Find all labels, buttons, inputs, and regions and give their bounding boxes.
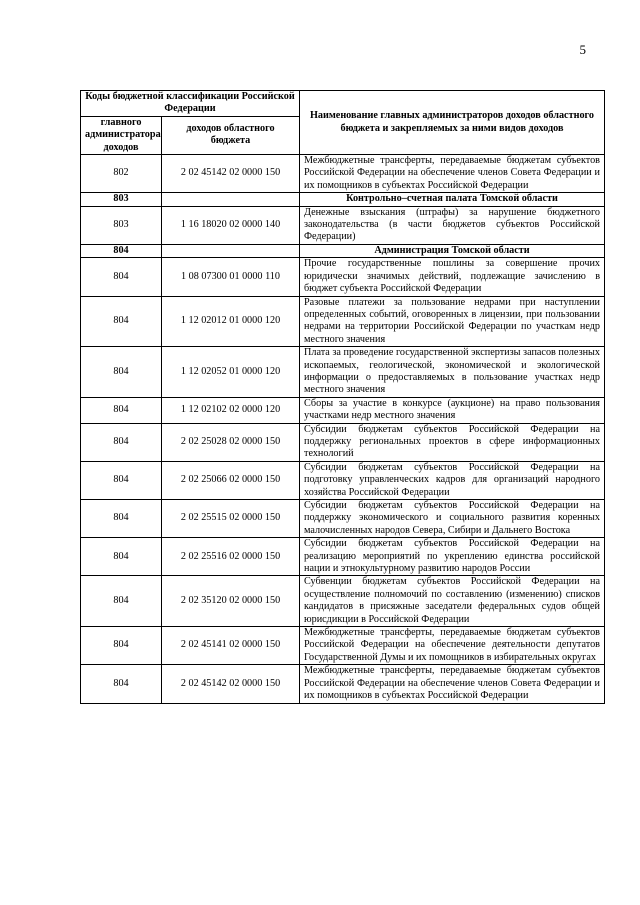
admin-code-cell: 804 <box>81 347 162 398</box>
admin-code-cell: 804 <box>81 423 162 461</box>
admin-code-cell: 804 <box>81 665 162 703</box>
income-code-cell: 2 02 25516 02 0000 150 <box>162 538 300 576</box>
income-code-cell: 1 16 18020 02 0000 140 <box>162 206 300 244</box>
header-main-administrator: главного администратора доходов <box>81 116 162 154</box>
table-row <box>81 538 605 576</box>
income-description-cell: Субсидии бюджетам субъектов Российской Федерации на реализацию мероприятий по укреплению единства российской нации и этнокультурному развитию народов России <box>300 538 605 576</box>
table-row <box>81 461 605 499</box>
income-code-cell: 2 02 25515 02 0000 150 <box>162 500 300 538</box>
admin-code-cell: 804 <box>81 538 162 576</box>
income-code-cell: 1 12 02052 01 0000 120 <box>162 347 300 398</box>
section-income-code <box>162 193 300 206</box>
income-code-cell: 1 08 07300 01 0000 110 <box>162 258 300 296</box>
income-description-cell: Плата за проведение государственной экспертизы запасов полезных ископаемых, геологической, экономической и экологической информации о предоставляемых в пользование участках недр местного значения <box>300 347 605 398</box>
table-row <box>81 206 605 244</box>
income-code-cell: 2 02 45142 02 0000 150 <box>162 155 300 193</box>
admin-code-cell: 804 <box>81 500 162 538</box>
header-budget-codes: Коды бюджетной классификации Российской Федерации <box>81 91 300 117</box>
header-administrator-name: Наименование главных администраторов доходов областного бюджета и закрепляемых за ними видов доходов <box>300 91 605 155</box>
admin-code-cell: 804 <box>81 576 162 627</box>
table-row <box>81 627 605 665</box>
table-row <box>81 397 605 423</box>
header-income-code: доходов областного бюджета <box>162 116 300 154</box>
admin-code-cell: 804 <box>81 461 162 499</box>
section-admin-code: 804 <box>81 244 162 257</box>
admin-code-cell: 804 <box>81 397 162 423</box>
income-code-cell: 1 12 02102 02 0000 120 <box>162 397 300 423</box>
section-admin-code: 803 <box>81 193 162 206</box>
section-row <box>81 193 605 206</box>
income-description-cell: Субсидии бюджетам субъектов Российской Федерации на поддержку экономического и социального развития коренных малочисленных народов Севера, Сибири и Дальнего Востока <box>300 500 605 538</box>
table-row <box>81 665 605 703</box>
table-row <box>81 500 605 538</box>
table-body <box>81 155 605 703</box>
section-income-code <box>162 244 300 257</box>
income-description-cell: Денежные взыскания (штрафы) за нарушение бюджетного законодательства (в части бюджетов субъектов Российской Федерации) <box>300 206 605 244</box>
table-row <box>81 258 605 296</box>
table-row <box>81 576 605 627</box>
income-description-cell: Субсидии бюджетам субъектов Российской Федерации на поддержку региональных проектов в сфере информационных технологий <box>300 423 605 461</box>
income-code-cell: 2 02 45142 02 0000 150 <box>162 665 300 703</box>
income-description-cell: Межбюджетные трансферты, передаваемые бюджетам субъектов Российской Федерации на обеспечение членов Совета Федерации и их помощников в субъектах Российской Федерации <box>300 665 605 703</box>
income-code-cell: 1 12 02012 01 0000 120 <box>162 296 300 347</box>
income-description-cell: Межбюджетные трансферты, передаваемые бюджетам субъектов Российской Федерации на обеспечение членов Совета Федерации и их помощников в субъектах Российской Федерации <box>300 155 605 193</box>
admin-code-cell: 804 <box>81 296 162 347</box>
page-number: 5 <box>579 42 586 57</box>
admin-code-cell: 804 <box>81 258 162 296</box>
income-code-cell: 2 02 35120 02 0000 150 <box>162 576 300 627</box>
section-title: Администрация Томской области <box>300 244 605 257</box>
admin-code-cell: 804 <box>81 627 162 665</box>
table-row <box>81 155 605 193</box>
admin-code-cell: 802 <box>81 155 162 193</box>
section-title: Контрольно–счетная палата Томской области <box>300 193 605 206</box>
table-row <box>81 296 605 347</box>
income-description-cell: Субсидии бюджетам субъектов Российской Федерации на подготовку управленческих кадров для организаций народного хозяйства Российской Федерации <box>300 461 605 499</box>
income-code-cell: 2 02 45141 02 0000 150 <box>162 627 300 665</box>
budget-codes-table <box>80 90 605 704</box>
income-description-cell: Сборы за участие в конкурсе (аукционе) на право пользования участками недр местного значения <box>300 397 605 423</box>
table-row <box>81 423 605 461</box>
income-description-cell: Разовые платежи за пользование недрами при наступлении определенных событий, оговоренных в лицензии, при пользовании недрами на территории Российской Федерации по участкам недр местного значения <box>300 296 605 347</box>
income-description-cell: Прочие государственные пошлины за совершение прочих юридически значимых действий, подлежащие зачислению в бюджет субъекта Российской Федерации <box>300 258 605 296</box>
section-row <box>81 244 605 257</box>
income-description-cell: Межбюджетные трансферты, передаваемые бюджетам субъектов Российской Федерации на обеспечение деятельности депутатов Государственной Думы и их помощников в избирательных округах <box>300 627 605 665</box>
income-code-cell: 2 02 25066 02 0000 150 <box>162 461 300 499</box>
income-code-cell: 2 02 25028 02 0000 150 <box>162 423 300 461</box>
table-row <box>81 347 605 398</box>
income-description-cell: Субвенции бюджетам субъектов Российской Федерации на осуществление полномочий по составлению (изменению) списков кандидатов в присяжные заседатели федеральных судов общей юрисдикции в Российской Федерации <box>300 576 605 627</box>
admin-code-cell: 803 <box>81 206 162 244</box>
